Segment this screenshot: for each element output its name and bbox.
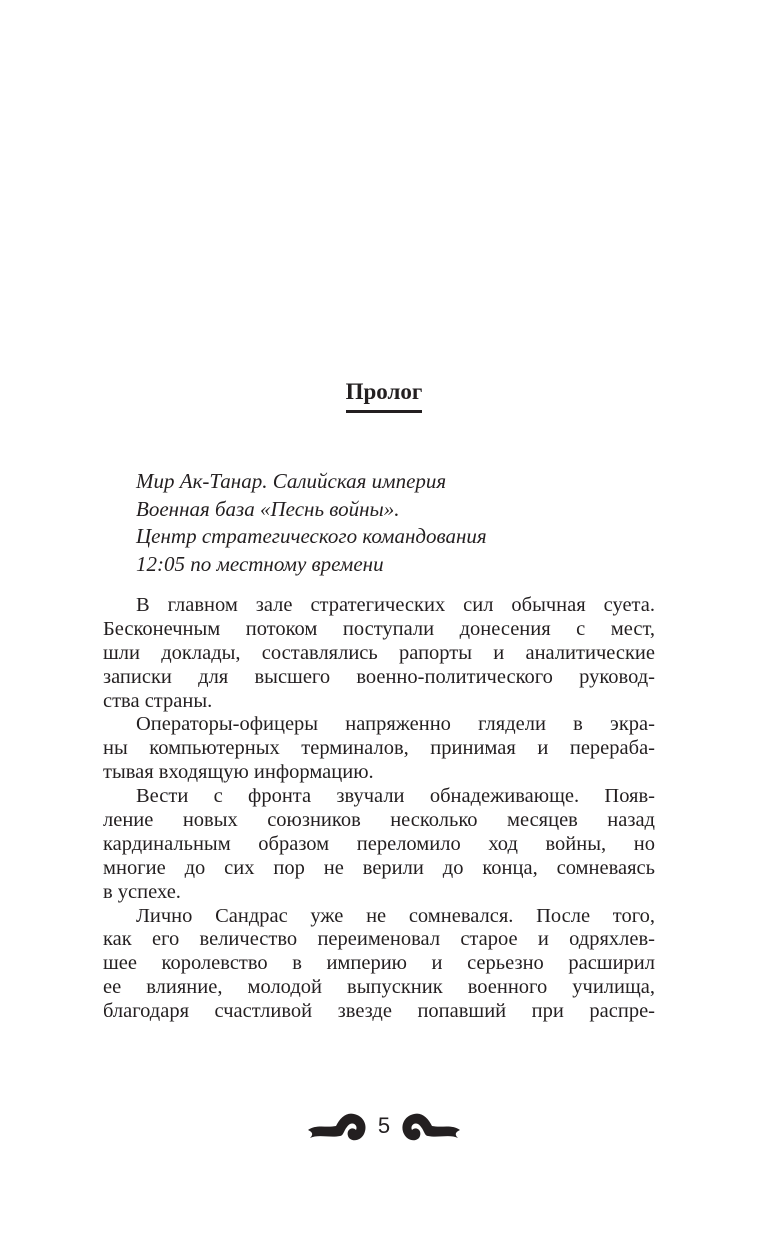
left-flourish-icon — [306, 1108, 368, 1144]
body-text — [103, 594, 655, 1024]
text-line: Операторы-офицеры напряженно глядели в экра- — [136, 713, 655, 736]
page-number: 5 — [377, 1113, 391, 1138]
text-line: Вести с фронта звучали обнадеживающе. Появ- — [136, 785, 655, 808]
text-line: ства страны. — [103, 689, 213, 712]
chapter-title: Пролог — [346, 378, 423, 413]
text-line: Бесконечным потоком поступали донесения с мест, — [103, 617, 655, 640]
epigraph-line: 12:05 по местному времени — [136, 551, 384, 576]
text-line: в успехе. — [103, 880, 181, 903]
text-line: кардинальным образом переломило ход войны, но — [103, 832, 655, 855]
right-flourish-icon — [400, 1108, 462, 1144]
text-line: благодаря счастливой звезде попавший при распре- — [103, 1000, 655, 1023]
epigraph — [136, 468, 487, 578]
text-line: ны компьютерных терминалов, принимая и перераба- — [103, 737, 655, 760]
page-footer — [0, 1108, 768, 1144]
text-line: ление новых союзников несколько месяцев назад — [103, 809, 655, 832]
epigraph-line: Военная база «Песнь войны». — [136, 496, 400, 521]
text-line: шее королевство в империю и серьезно расширил — [103, 952, 655, 975]
text-line: записки для высшего военно-политического руковод- — [103, 665, 655, 688]
text-line: В главном зале стратегических сил обычная суета. — [136, 594, 655, 616]
text-line: ее влияние, молодой выпускник военного училища, — [103, 976, 655, 999]
text-line: как его величество переименовал старое и одряхлев- — [103, 928, 655, 951]
epigraph-line: Центр стратегического командования — [136, 524, 487, 548]
text-line: Лично Сандрас уже не сомневался. После того, — [136, 904, 655, 927]
epigraph-line: Мир Ак-Танар. Салийская империя — [136, 469, 447, 493]
text-line: тывая входящую информацию. — [103, 761, 374, 784]
text-line: многие до сих пор не верили до конца, сомневаясь — [103, 856, 655, 879]
chapter-title-wrap — [0, 378, 768, 413]
text-line: шли доклады, составлялись рапорты и аналитические — [103, 641, 655, 664]
